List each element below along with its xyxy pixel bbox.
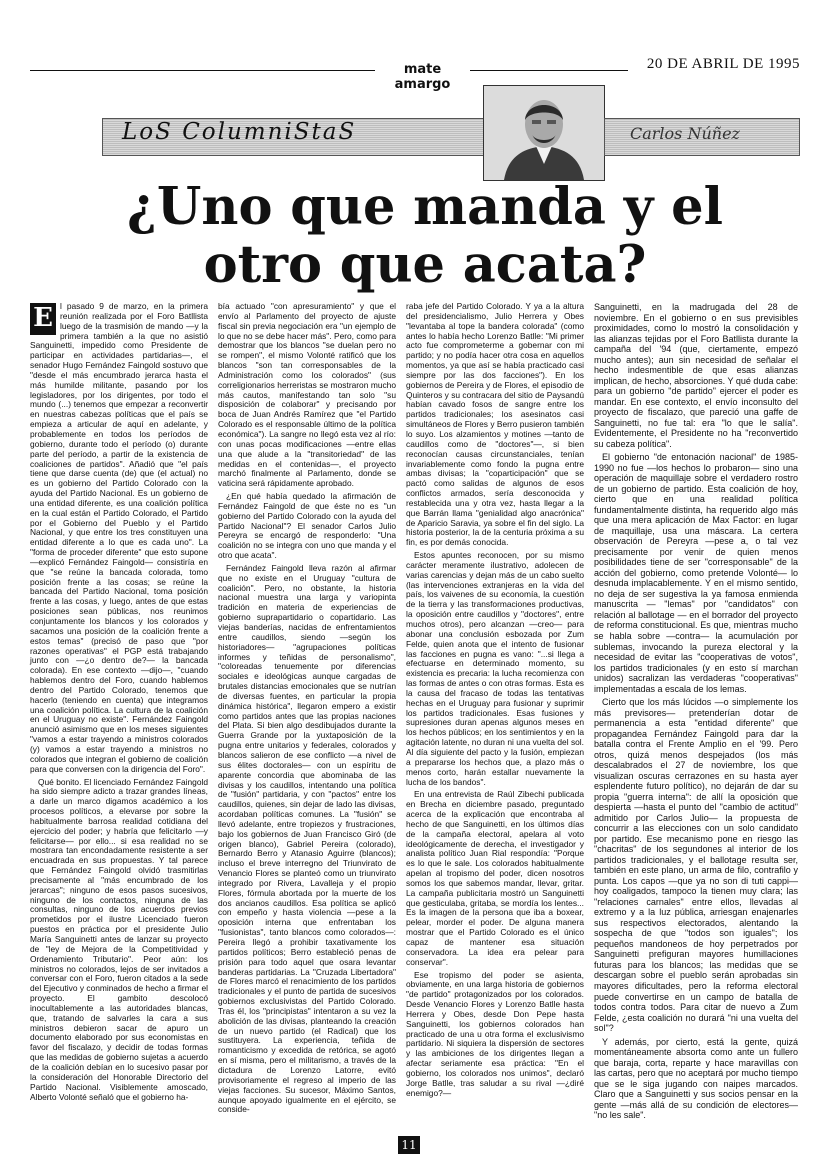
- section-name: mate amargo: [375, 62, 470, 92]
- drop-cap: E: [30, 303, 56, 335]
- paragraph: l pasado 9 de marzo, en la primera reunión realizada por el Foro Batllista luego de la trasmisión de mando —y la primera también a la que no asistió Sanguinetti, impedido como Presidente de participar en actividades partidarias—, el senador Hugo Fernández Faingold sostuvo que "desde el más encumbrado jerarca hasta el más humilde militante, pasando por los legisladores, por los dirigentes, por todo el mundo (...) tenemos que empezar a reconvertir en nuestras cabezas políticas que el país se empieza a articular de aquí en adelante, y probablemente en todos los períodos de gobierno, durante todo el período (o) durante parte del período, a partir de la existencia de coaliciones de partidos". Añadió que "el país tiene que darse cuenta (de) que (el actual) no es un gobierno del Partido Colorado con la ayuda del Partido Nacional. Es un gobierno de una entidad diferente, es una coalición política en la cual están el Partido Colorado, el Partido por el Gobierno del Pueblo y el Partido Nacional, y que entre los tres constituyen una entidad diferente a lo que es cada uno". La "forma de proceder diferente" que esto supone —explicó Fernández Faingold— consistiría en que "se reúne la bancada colorada, tomo posición frente a las cosas; se reúne la bancada del Partido Nacional, toma posición frente a las cosas, y luego, antes de que estas posiciones sean públicas, nos reunimos conjuntamente los blancos y los colorados y sacamos una posición de la coalición frente a estos temas" (precisó de paso que "por razones operativas" el PGP está trabajando junto con —¿o dentro de?— la bancada colorada). En ese contexto —dijo—, "cuando hablemos dentro del Foro, cuando hablemos dentro del Partido Colorado, tenemos que hacerlo (teniendo en cuenta) que integramos una coalición política. La cultura de la coalición en el Uruguay no existe". Fernández Faingold anunció asimismo que en los meses siguientes "vamos a estar trayendo a ministros colorados (y) vamos a estar trayendo a ministros no colorados que integran el gobierno de coalición para que conversen con la dirigencia del Foro".: [30, 301, 208, 774]
- article-column-2: [218, 302, 396, 1118]
- paragraph: Qué bonito. El licenciado Fernández Faingold ha sido siempre adicto a trazar grandes líneas, a darle un marco digamos académico a los procesos políticos, a elevarse por sobre la habitualmente barrosa realidad cotidiana del ejercicio del poder; y habría que felicitarlo —y felicitarse— por ello... si esa realidad no se mostrara tan encondadamente resistente a ser encuadrada en sus propuestas. Y tal parece que Fernández Faingold olvidó trasmitirlas precisamente al "más encumbrado de los jerarcas"; ninguno de esos pasos sucesivos, ninguno de los contactos, ninguna de las consultas, ninguno de los acuerdos previos prometidos por el ilustre Licenciado fueron puestos en práctica por el presidente Julio María Sanguinetti antes de lanzar su proyecto de "ley de Mejora de la Competitividad y Ordenamiento Tributario". Peor aún: los ministros no colorados, lejos de ser invitados a conversar con el Foro, fueron citados a la sede del Ejecutivo y conminados de hecho a firmar el proyecto. El gambito descolocó inocultablemente a las autoridades blancas, que, tratando de salvarles la cara a sus ministros debieron sacar de apuro un documento elaborado por sus economistas en favor del fiscalazo, y decidir de todas formas que las medidas de gobierno sujetas a acuerdo de la coalición debían en lo sucesivo pasar por la consideración del Honorable Directorio del Partido Nacional. Visiblemente amoscado, Alberto Volonté señaló que el gobierno ha-: [30, 776, 208, 1102]
- paragraph: Estos apuntes reconocen, por su mismo carácter meramente ilustrativo, adolecen de varias carencias y dejan más de un cabo suelto (las intervenciones extranjeras en la vida del país, los vaivenes de su economía, la cuestión de la tierra y las transformaciones productivas, la oposición entre caudillos y "doctores", entre muchos otros), pero alcanzan —creo— para abonar una conclusión esbozada por Zum Felde, quien anota que el intento de fusionar las facciones en pugna es vano: "...si llega a efectuarse en determinado momento, su existencia es precaria: la lucha recomienza con las formas de antes o con otras formas. Esta es la causa del fracaso de todas las tentativas hechas en el Uruguay para fusionar y suprimir los partidos tradicionales. Esas fusiones y supresiones duran apenas algunos meses en los hechos públicos; en los sentimientos y en la agitación latente, no duran ni una vuelta del sol. Al día siguiente del pacto y la fusión, empiezan a prepararse los hechos que, a plazo más o menos corto, harán estallar nuevamente la lucha de los bandos".: [406, 550, 584, 787]
- paragraph: Ese tropismo del poder se asienta, obviamente, en una larga historia de gobiernos "de partido" protagonizados por los colorados. Desde Venancio Flores y Lorenzo Batlle hasta Herrera y Obes, desde Don Pepe hasta Sanguinetti, los gobiernos colorados han practicado de una u otra forma el exclusivismo partidario. Ni siquiera la dispersión de sectores y las ambiciones de los dirigentes llegan a afectar seriamente esa práctica: "En el gobierno, los colorados nos unimos", declaró Jorge Batlle, tras saludar a su rival —¿diré enemigo?—: [406, 969, 584, 1098]
- headline: ¿Uno que manda y el otro que acata?: [127, 177, 723, 295]
- paragraph: Y además, por cierto, está la gente, quizá momentáneamente absorta como ante un fullero que baraja, corta, reparte y hace maravillas con las cartas, pero que no aceptará por mucho tiempo que se le siga jugando con naipes marcados. Claro que a Sanguinetti y sus socios pensar en la gente —más allá de su condición de electores— "no les sale".: [594, 1036, 798, 1121]
- issue-date: 20 DE ABRIL DE 1995: [628, 56, 800, 73]
- page-number: 11: [398, 1136, 420, 1154]
- paragraph: bía actuado "con apresuramiento" y que el envío al Parlamento del proyecto de ajuste fiscal sin previa negociación era "un ejemplo de lo que no se debe hacer más". Pero, como para demostrar que los blancos "se duelan pero no se rompen", el mismo Volonté ratificó que los blancos "son tan corresponsables de la Administración como los colorados" (sus correligionarios herreristas se mostraron mucho más cautos, manifestando tan solo "su disposición de colaborar" y precisando por boca de Juan Andrés Ramírez que "el Partido Colorado es el responsable último de la política económica"). La sangre no llegó esta vez al río: con unas pocas modificaciones —entre ellas una que alude a la "transitoriedad" de las medidas en el contenidas—, el proyecto marchó finalmente al Parlamento, donde se vaticina será rápidamente aprobado.: [218, 301, 396, 489]
- article-column-4: [594, 302, 798, 1124]
- paragraph: Fernández Faingold lleva razón al afirmar que no existe en el Uruguay "cultura de coalición". Pero, no obstante, la historia nacional muestra una larga y variopinta tradición en materia de experiencias de gobierno suprapartidario o copartidario. Las viejas banderías, nacidas de enfrentamientos entre caudillos, siendo —según los historiadores— "agrupaciones políticas informes y teñidas de personalismo", "coloreadas tenuemente por diferencias sociales e ideológicas aunque cargadas de brutales distancias emocionales que se nutrían de diversas fuentes, en particular la propia dinámica histórica", llegaron empero a existir como partidos antes que las propias naciones del Plata. Si bien algo desdibujados durante la Guerra Grande por la yuxtaposición de la pugna entre unitarios y federales, colorados y blancos salieron de ese conflicto —a nivel de sus élites doctorales— con un espíritu de aparente concordia que abominaba de las divisas y los caudillos, intentando una política de "fusión" partidaria, y con "pactos" entre los caudillos, quienes, sin dejar de lado las divisas, acordaban políticas comunes. La "fusión" se llevó adelante, entre tropiezos y frustraciones, bajo los gobiernos de Juan Francisco Giró (de origen blanco), Gabriel Pereira (colorado), Bernardo Berro y Atanasio Aguirre (blancos); incluso el breve interregno del Triunvirato de Venancio Flores se planteó como un triunvirato integrado por Rivera, Lavalleja y el propio Flores, fórmula abortada por la muerte de los dos ancianos caudillos. Esa política se aplicó con empeño y hasta violencia —pese a la oposición interna que enfrentaban los "fusionistas", tanto blancos como colorados—: Pereira llegó a prohibir taxativamente los partidos políticos; Berro estableció penas de prisión para todo aquel que osara levantar banderas partidarias. La "Cruzada Libertadora" de Flores marcó el renacimiento de los partidos tradicionales y el punto de partida de sucesivos gobiernos exclusivistas del Partido Colorado. Tras él, los "principistas" intentaron a su vez la abolición de las divisas, planteando la creación de un nuevo partido (el Radical) que los sustituyera. La experiencia, teñida de romanticismo y excedida de retórica, se agotó en sí misma, pero el militarismo, a través de la dictadura de Lorenzo Latorre, evitó provisoriamente el regreso al imperio de las viejas facciones. Su sucesor, Máximo Santos, aunque apoyado igualmente en el ejército, se conside-: [218, 562, 396, 1115]
- banner-title: LoS ColumniStaS: [122, 119, 357, 145]
- paragraph: raba jefe del Partido Colorado. Y ya a la altura del presidencialismo, Julio Herrera y Obes "levantaba al tope la bandera colorada" (como antes lo había hecho Lorenzo Batlle: "Mi primer acto fue comprometerme a gobernar con mi partido; y no podía hacer otra cosa en aquellos momentos, ya que así se había practicado casi siempre por las dos facciones"). En los gobiernos de Pereira y de Flores, el episodio de Quinteros y su contracara del sitio de Paysandú habían cavado fosos de sangre entre los partidos tradicionales; los asesinatos casi simultáneos de Flores y Berro pusieron también lo suyo. Los alzamientos y motines —tanto de caudillos como de "doctores"—, si bien reconocían causas circunstanciales, tenían invariablemente como fondo la pugna entre ambas divisas; la "coparticipación" que se pactó como salidas de algunos de esos conflictos armados, sería desconocida y restablecida una y otra vez, hasta llegar a la que Barrán llama "genialidad algo anacrónica" de Aparicio Saravia, ya sobre el fin del siglo. La historia posterior, la de la centuria próxima a su fin, es por demás conocida.: [406, 301, 584, 548]
- paragraph: ¿En qué había quedado la afirmación de Fernández Faingold de que éste no es "un gobierno del Partido Colorado con la ayuda del Partido Nacional"? El senador Carlos Julio Pereyra se encargó de responderlo: "Una coalición no se integra con uno que manda y el otro que acata".: [218, 491, 396, 561]
- portrait-photo: [484, 86, 604, 180]
- article-column-3: [406, 302, 584, 1102]
- author-byline: Carlos Núñez: [630, 124, 740, 143]
- author-portrait: [483, 85, 605, 181]
- paragraph: Sanguinetti, en la madrugada del 28 de noviembre. En el gobierno o en sus previsibles proximidades, como lo mostró la consolidación y las alianzas tejidas por el Foro Batllista durante la campaña del '94 (que, ciertamente, empezó mucho antes); aun sin necesidad de señalar el hecho indesmentible de que esas alianzas implican, de hecho, absorciones. Y qué duda cabe: para un gobierno "de partido" ejercer el poder es mandar. En ese contexto, el envío inconsulto del proyecto de fiscalazo, que pareció una gaffe de Sanguinetti, no fue tal: era "lo que le salía". Evidentemente, el Presidente no ha "reconvertido su cabeza política".: [594, 302, 798, 449]
- paragraph: En una entrevista de Raúl Zibechi publicada en Brecha en diciembre pasado, preguntado acerca de la explicación que encontraba al hecho de que Sanguinetti, en los últimos días de la campaña electoral, apelara al voto ideológicamente de derecha, el investigador y analista político Juan Rial respondía: "Porque es lo que le sale. Los colorados habitualmente apelan al tropismo del poder, dicen nosotros somos los que sabemos mandar, llevar, gritar. La campaña publicitaria mostró un Sanguinetti que gesticulaba, gritaba, se mordía los lentes... Es la imagen de la persona que iba a boxear, pelear, morder el poder. De alguna manera mostrar que el Partido Colorado es el único capaz de mantener esa situación conservadora. La idea era pelear para conservar".: [406, 789, 584, 967]
- paragraph: El gobierno "de entonación nacional" de 1985-1990 no fue —los hechos lo probaron— sino una operación de maquillaje sobre el verdadero rostro de un gobierno de partido. Esta coalición de hoy, cierto que en una realidad política fundamentalmente distinta, ha requerido algo más que una mera aplicación de Max Factor: en lugar de maquillaje, usa una máscara. La certera observación de Pereyra —pese a, o tal vez precisamente por venir de quien menos posibilidades tiene de ser "corresponsable" de la acción del gobierno, como pretende Volonté— lo desnuda implacablemente. Y en el mismo sentido, no deja de ser sugestiva la ya famosa enmienda manuscrita — "lemas" por "candidatos" con relación al ballotage — en el borrador del proyecto de reforma constitucional. Es que, mientras mucho se habla sobre —contra— la acumulación por sublemas, invocando la pureza electoral y la necesidad de evitar las "cooperativas de votos", los partidos tradicionales (y en esto sí marchan unidos) sacralizan las verdaderas "cooperativas" implementadas a escala de los lemas.: [594, 452, 798, 694]
- paragraph: Cierto que los más lúcidos —o simplemente los más previsores— pretenderían dotar de permanencia a esta "entidad diferente" que propagandea Fernández Faingold para dar la batalla contra el Frente Amplio en el '99. Pero otros, quizá menos despejados (los más descalabrados el 27 de noviembre, los que visualizan oscuras cerrazones en su hasta ayer esplendente futuro político), no dejarán de dar su propia "guerra interna": de allí la oposición que despierta —hasta el punto del "cambio de actitud" admitido por Carlos Julio— la propuesta de concurrir a las elecciones con un solo candidato por partido. Ese mecanismo pone en riesgo las "chacritas" de los segundones al interior de los partidos tradicionales, y el ballotage resulta ser, también en este plano, un arma de filo, contrafilo y punta. Los capos —que ya no son di tuti cappi— hoy coaligados, tampoco la tienen muy clara; las "relaciones carnales" entre ellos, llevadas al extremo y a la luz pública, arriesgan enajenarles sus respectivos electorados, alentando la sospecha de que "todos son iguales"; los pequeños mandoneos de hoy perpetrados por Sanguinetti prefiguran mayores humillaciones futuras para los blancos; las medidas que se descargan sobre el pueblo serán aprobadas sin mayores dificultades, pero la reforma electoral puede convertirse en un campo de batalla de todos contra todos. Para citar de nuevo a Zum Felde, ¿esta coalición no durará "ni una vuelta del sol"?: [594, 697, 798, 1034]
- article-column-1: [30, 302, 208, 1105]
